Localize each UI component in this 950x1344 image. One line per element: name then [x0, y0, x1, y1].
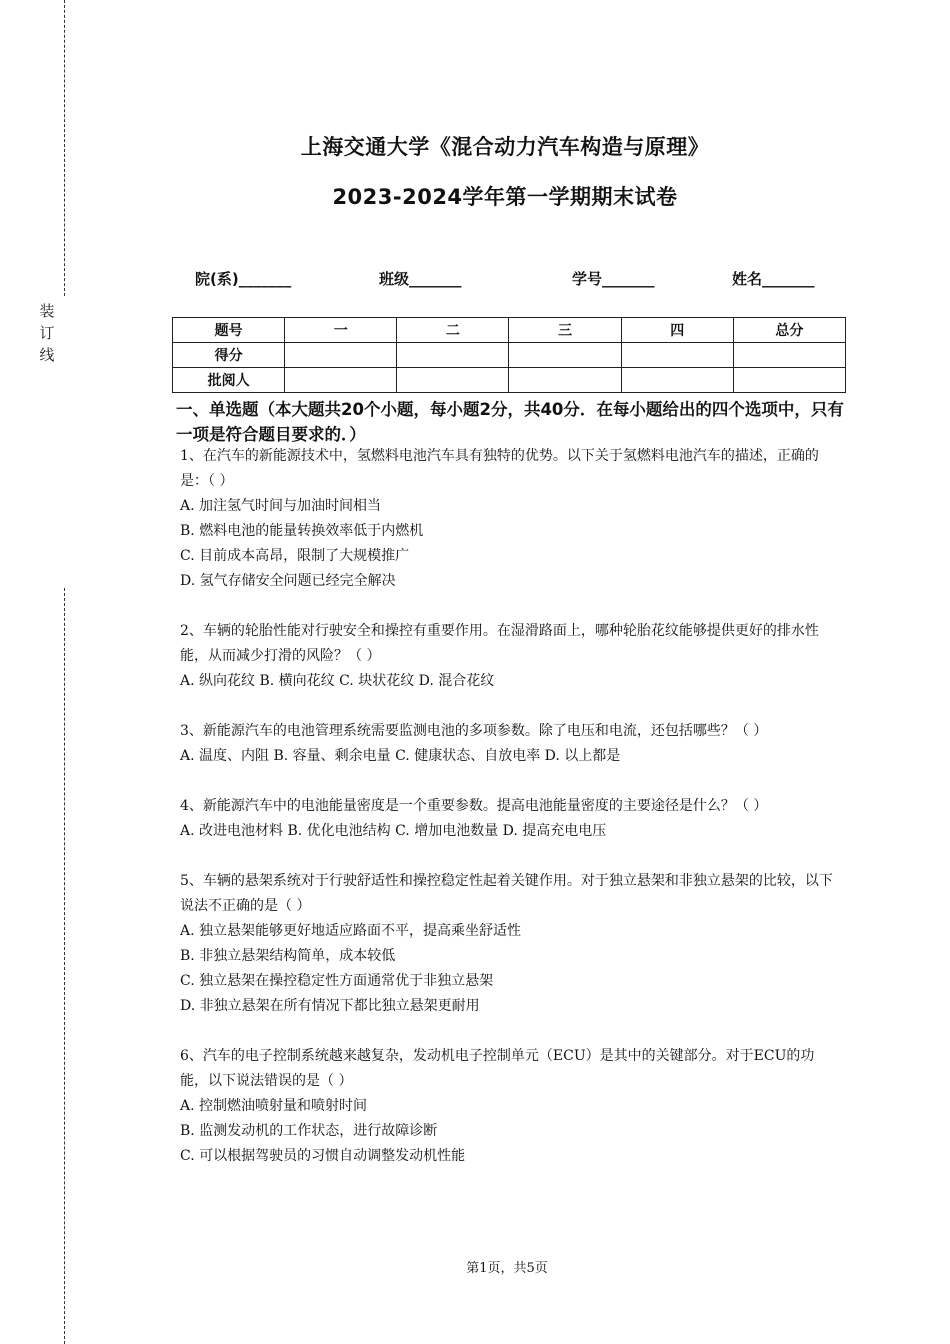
question-option: C. 独立悬架在操控稳定性方面通常优于非独立悬架 — [180, 973, 494, 989]
page-footer: 第1页，共5页 — [466, 1261, 548, 1276]
question-option: C. 可以根据驾驶员的习惯自动调整发动机性能 — [180, 1148, 466, 1164]
question-options: A. 纵向花纹 B. 横向花纹 C. 块状花纹 D. 混合花纹 — [180, 673, 495, 689]
question-2 — [180, 619, 842, 694]
student-info-row — [0, 268, 950, 292]
question-option: A. 加注氢气时间与加油时间相当 — [180, 498, 382, 514]
score-cell[interactable] — [509, 343, 621, 368]
score-row — [173, 343, 846, 368]
score-table-header: 总分 — [733, 318, 845, 343]
score-cell[interactable] — [621, 343, 733, 368]
reviewer-cell[interactable] — [621, 368, 733, 393]
score-table-header: 一 — [285, 318, 397, 343]
score-table-header: 四 — [621, 318, 733, 343]
binding-char: 线 — [39, 346, 55, 364]
score-cell[interactable] — [733, 343, 845, 368]
score-table-header-row — [173, 318, 846, 343]
question-stem: 3、新能源汽车的电池管理系统需要监测电池的多项参数。除了电压和电流，还包括哪些？（ ） — [180, 723, 768, 739]
question-stem: 4、新能源汽车中的电池能量密度是一个重要参数。提高电池能量密度的主要途径是什么？（ ） — [180, 798, 768, 814]
score-cell[interactable] — [397, 343, 509, 368]
question-option: B. 非独立悬架结构简单，成本较低 — [180, 948, 396, 964]
question-options: A. 温度、内阻 B. 容量、剩余电量 C. 健康状态、自放电率 D. 以上都是 — [180, 748, 621, 764]
question-4 — [180, 794, 842, 844]
question-options: A. 改进电池材料 B. 优化电池结构 C. 增加电池数量 D. 提高充电电压 — [180, 823, 607, 839]
student-id-field[interactable]: 学号_______ — [572, 270, 655, 288]
exam-subtitle: 2023-2024学年第一学期期末试卷 — [332, 185, 678, 209]
college-field[interactable]: 院(系)_______ — [195, 270, 292, 288]
reviewer-cell[interactable] — [509, 368, 621, 393]
question-3 — [180, 719, 842, 769]
score-table-header: 二 — [397, 318, 509, 343]
reviewer-cell[interactable] — [733, 368, 845, 393]
section-heading: 一、单选题（本大题共20个小题，每小题2分，共40分．在每小题给出的四个选项中，只有一项是符合题目要求的．） — [176, 400, 844, 444]
binding-label — [37, 300, 57, 366]
question-option: A. 控制燃油喷射量和喷射时间 — [180, 1098, 368, 1114]
question-option: B. 燃料电池的能量转换效率低于内燃机 — [180, 523, 424, 539]
name-field[interactable]: 姓名_______ — [732, 270, 815, 288]
binding-char: 装 — [39, 302, 55, 320]
question-stem: 2、车辆的轮胎性能对行驶安全和操控有重要作用。在湿滑路面上，哪种轮胎花纹能够提供更好的排水性能，从而减少打滑的风险？（ ） — [180, 623, 819, 664]
question-option: C. 目前成本高昂，限制了大规模推广 — [180, 548, 410, 564]
reviewer-cell[interactable] — [397, 368, 509, 393]
score-table-header: 三 — [509, 318, 621, 343]
exam-title: 上海交通大学《混合动力汽车构造与原理》 — [300, 135, 710, 159]
question-option: D. 氢气存储安全问题已经完全解决 — [180, 573, 396, 589]
question-option: D. 非独立悬架在所有情况下都比独立悬架更耐用 — [180, 998, 480, 1014]
score-table-header: 题号 — [173, 318, 285, 343]
question-option: B. 监测发动机的工作状态，进行故障诊断 — [180, 1123, 438, 1139]
binding-char: 订 — [39, 324, 55, 342]
score-cell[interactable] — [285, 343, 397, 368]
binding-line-bottom — [64, 588, 65, 1344]
question-5 — [180, 869, 842, 1019]
score-table — [172, 317, 846, 393]
class-field[interactable]: 班级_______ — [379, 270, 462, 288]
reviewer-row-label: 批阅人 — [173, 368, 285, 393]
question-stem: 6、汽车的电子控制系统越来越复杂，发动机电子控制单元（ECU）是其中的关键部分。对于ECU的功能，以下说法错误的是（ ） — [180, 1048, 815, 1089]
reviewer-row — [173, 368, 846, 393]
reviewer-cell[interactable] — [285, 368, 397, 393]
score-row-label: 得分 — [173, 343, 285, 368]
question-1 — [180, 444, 842, 594]
question-stem: 5、车辆的悬架系统对于行驶舒适性和操控稳定性起着关键作用。对于独立悬架和非独立悬架的比较，以下说法不正确的是（ ） — [180, 873, 833, 914]
question-option: A. 独立悬架能够更好地适应路面不平，提高乘坐舒适性 — [180, 923, 522, 939]
question-stem: 1、在汽车的新能源技术中，氢燃料电池汽车具有独特的优势。以下关于氢燃料电池汽车的描述，正确的是：（ ） — [180, 448, 819, 489]
question-6 — [180, 1044, 842, 1169]
question-list — [180, 444, 842, 1194]
